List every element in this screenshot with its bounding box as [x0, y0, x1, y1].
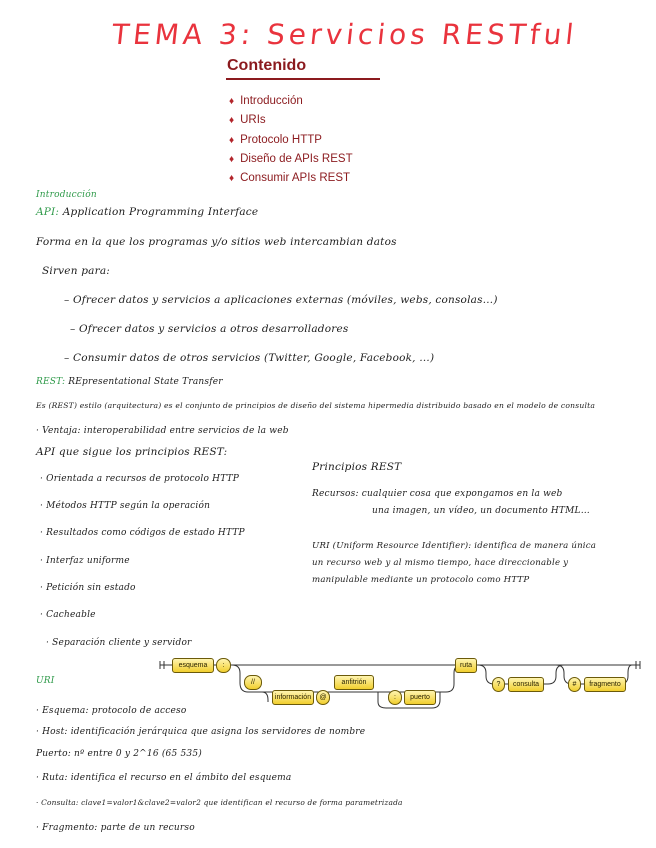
intro-heading: Introducción: [36, 190, 97, 200]
toc-item: ♦ URIs: [229, 111, 353, 130]
list-item: · Orientada a recursos de protocolo HTTP: [40, 474, 240, 484]
api-definition: Application Programming Interface: [62, 206, 259, 218]
api-label: API:: [36, 206, 60, 218]
diagram-node-consulta: consulta: [508, 677, 544, 692]
diagram-node-at: @: [316, 690, 330, 705]
note-conjunto: Es (REST) estilo (arquitectura) es el conjunto de principios de diseño del sistema hipermedia distribuido basado en el modelo de consulta: [36, 401, 596, 410]
recursos-text-2: una imagen, un vídeo, un documento HTML…: [372, 506, 590, 516]
rest-label: REST:: [36, 377, 66, 387]
recursos-text-1: cualquier cosa que expongamos en la web: [361, 489, 563, 499]
diagram-node-colon: :: [216, 658, 231, 673]
diagram-node-colon-port: :: [388, 690, 402, 705]
diagram-node-esquema: esquema: [172, 658, 214, 673]
diagram-node-anfitrion: anfitrión: [334, 675, 374, 690]
list-item: · Resultados como códigos de estado HTTP: [40, 528, 245, 538]
uri-def-1: URI (Uniform Resource Identifier): identifica de manera única: [312, 541, 597, 551]
recursos-label: Recursos:: [312, 489, 359, 499]
page-title: TEMA 3: Servicios RESTful: [110, 18, 579, 51]
diagram-node-puerto: puerto: [404, 690, 436, 705]
diagram-node-question: ?: [492, 677, 505, 692]
note-sirven: Sirven para:: [42, 265, 111, 277]
diagram-node-fragmento: fragmento: [584, 677, 626, 692]
diagram-node-ruta: ruta: [455, 658, 477, 673]
diagram-node-slashes: //: [244, 675, 262, 690]
contenido-heading: Contenido: [227, 57, 307, 74]
list-item: · Interfaz uniforme: [40, 556, 130, 566]
note-bullet-3: – Consumir datos de otros servicios (Twitter, Google, Facebook, …): [64, 352, 435, 364]
list-item: · Métodos HTTP según la operación: [40, 501, 211, 511]
principios-heading: Principios REST: [312, 461, 402, 473]
uri-def-3: manipulable mediante un protocolo como HTTP: [312, 575, 530, 585]
note-api-rest: API que sigue los principios REST:: [36, 446, 228, 458]
toc-item: ♦ Protocolo HTTP: [229, 131, 353, 150]
uri-heading: URI: [36, 676, 55, 686]
toc-item: ♦ Diseño de APIs REST: [229, 150, 353, 169]
uri-line: · Fragmento: parte de un recurso: [36, 823, 195, 833]
uri-def-2: un recurso web y al mismo tiempo, hace direccionable y: [312, 558, 569, 568]
toc-item: ♦ Consumir APIs REST: [229, 169, 353, 188]
note-bullet-2: – Ofrecer datos y servicios a otros desarrolladores: [70, 323, 349, 335]
uri-line: · Host: identificación jerárquica que asigna los servidores de nombre: [36, 727, 366, 737]
toc-item: ♦ Introducción: [229, 92, 353, 111]
rest-definition: REpresentational State Transfer: [68, 377, 223, 387]
note-bullet-1: – Ofrecer datos y servicios a aplicaciones externas (móviles, webs, consolas…): [64, 294, 498, 306]
list-item: · Petición sin estado: [40, 583, 136, 593]
note-forma: Forma en la que los programas y/o sitios web intercambian datos: [36, 236, 397, 248]
list-item: · Cacheable: [40, 610, 96, 620]
uri-line: Puerto: nº entre 0 y 2^16 (65 535): [36, 749, 202, 759]
uri-line: · Esquema: protocolo de acceso: [36, 706, 187, 716]
uri-line: · Consulta: clave1=valor1&clave2=valor2 que identifican el recurso de forma parametrizada: [36, 798, 403, 807]
diagram-node-hash: #: [568, 677, 581, 692]
list-item: · Separación cliente y servidor: [46, 638, 192, 648]
diagram-node-informacion: información: [272, 690, 314, 705]
note-ventaja: · Ventaja: interoperabilidad entre servicios de la web: [36, 426, 289, 436]
uri-line: · Ruta: identifica el recurso en el ámbito del esquema: [36, 773, 292, 783]
